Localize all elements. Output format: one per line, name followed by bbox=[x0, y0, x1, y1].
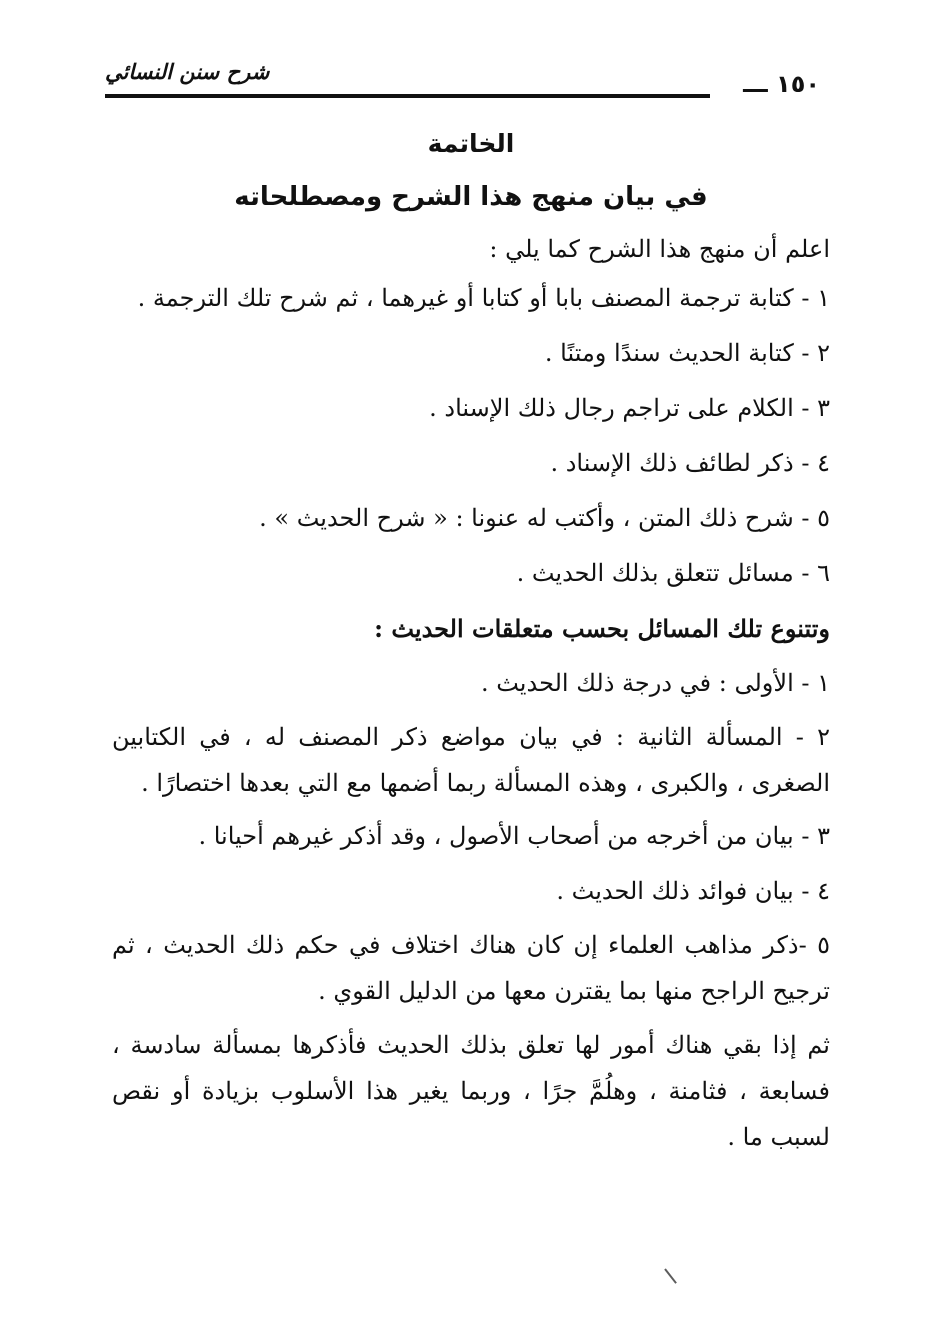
issue-item-2: ٢ - المسألة الثانية : في بيان مواضع ذكر المصنف له ، في الكتابين الصغرى ، والكبرى ، وهذه المسألة ربما أضمها مع التي بعدها اختصارًا . bbox=[112, 723, 830, 797]
method-item-1: ١ - كتابة ترجمة المصنف بابا أو كتابا أو غيرهما ، ثم شرح تلك الترجمة . bbox=[137, 284, 830, 312]
header-rule bbox=[105, 94, 710, 98]
method-item-4: ٤ - ذكر لطائف ذلك الإسناد . bbox=[550, 449, 830, 477]
issues-subheading: وتتنوع تلك المسائل بحسب متعلقات الحديث : bbox=[374, 614, 830, 643]
page-content bbox=[112, 125, 830, 1160]
issue-item-4: ٤ - بيان فوائد ذلك الحديث . bbox=[556, 877, 830, 905]
issue-item-5: ٥ -ذكر مذاهب العلماء إن كان هناك اختلاف في حكم ذلك الحديث ، ثم ترجيح الراجح منها بما يقترن معها من الدليل القوي . bbox=[112, 931, 830, 1005]
page-header bbox=[105, 60, 820, 106]
issue-item-1: ١ - الأولى : في درجة ذلك الحديث . bbox=[480, 669, 830, 697]
method-item-2: ٢ - كتابة الحديث سندًا ومتنًا . bbox=[544, 339, 830, 367]
intro-paragraph: اعلم أن منهج هذا الشرح كما يلي : bbox=[489, 235, 830, 263]
issue-item-3: ٣ - بيان من أخرجه من أصحاب الأصول ، وقد أذكر غيرهم أحيانا . bbox=[198, 822, 830, 850]
method-item-6: ٦ - مسائل تتعلق بذلك الحديث . bbox=[516, 559, 830, 587]
chapter-title: الخاتمة bbox=[427, 129, 515, 158]
scan-artifact bbox=[664, 1268, 677, 1283]
closing-paragraph: ثم إذا بقي هناك أمور لها تعلق بذلك الحديث فأذكرها بمسألة سادسة ، فسابعة ، فثامنة ، وهلُمَّ جرًا ، وربما يغير هذا الأسلوب بزيادة أو نقص لسبب ما . bbox=[112, 1031, 830, 1151]
method-item-5: ٥ - شرح ذلك المتن ، وأكتب له عنونا : « شرح الحديث » . bbox=[259, 504, 830, 532]
page-number: ١٥٠ ـــ bbox=[743, 70, 820, 98]
chapter-subtitle: في بيان منهج هذا الشرح ومصطلحاته bbox=[234, 182, 708, 212]
running-title: شرح سنن النسائي bbox=[105, 60, 270, 84]
method-item-3: ٣ - الكلام على تراجم رجال ذلك الإسناد . bbox=[429, 394, 830, 422]
